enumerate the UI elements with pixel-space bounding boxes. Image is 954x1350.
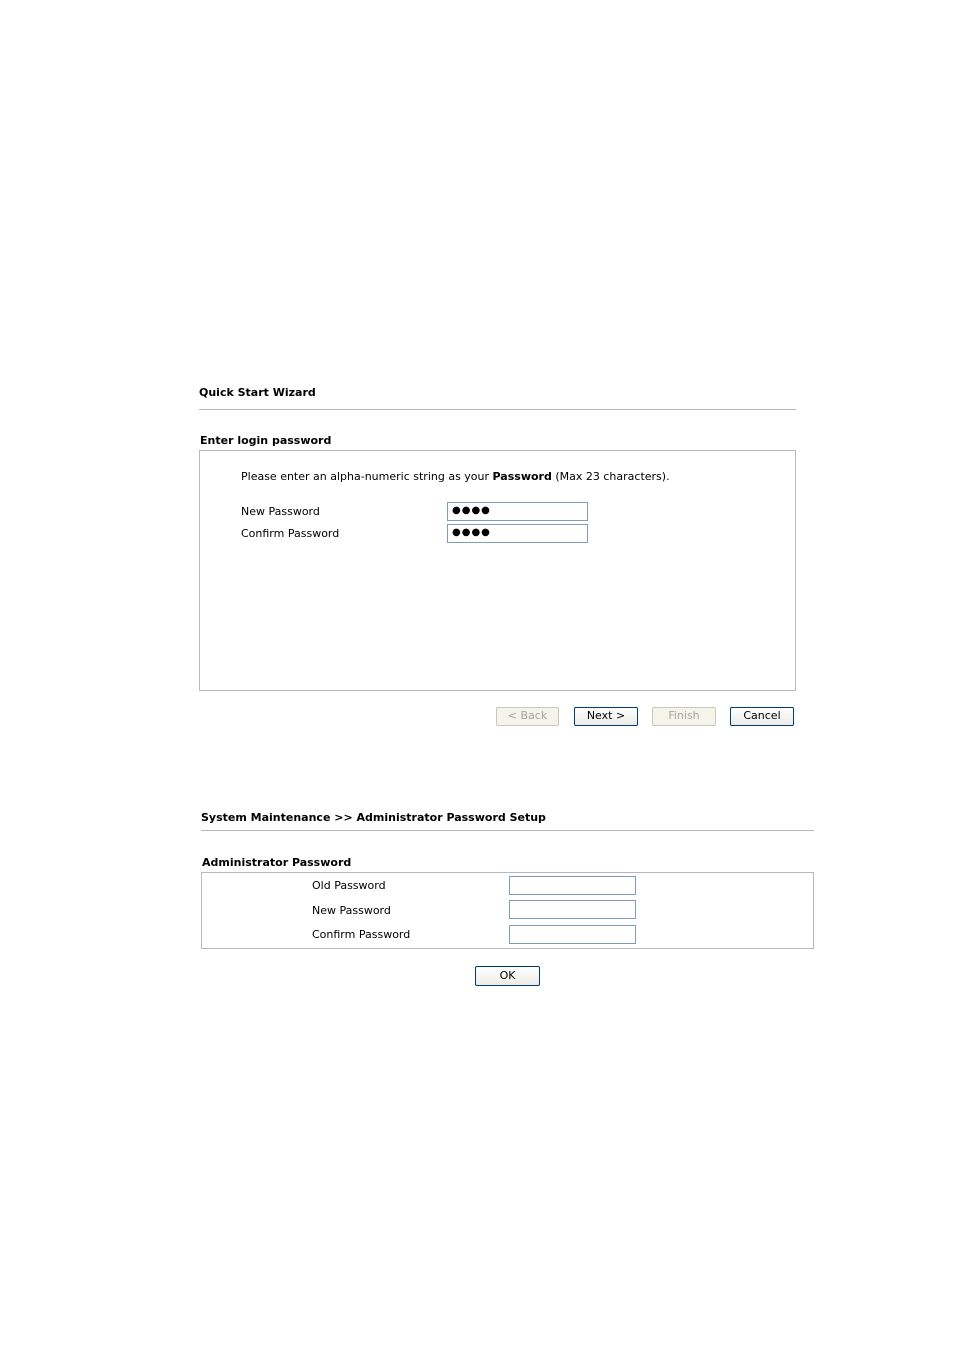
admin-section-title: Administrator Password xyxy=(202,856,352,869)
wizard-new-password-input[interactable] xyxy=(447,502,588,521)
next-button[interactable]: Next > xyxy=(574,707,638,726)
admin-new-password-input[interactable] xyxy=(509,900,636,919)
wizard-page-title: Quick Start Wizard xyxy=(199,386,316,399)
wizard-new-password-value: ●●●● xyxy=(452,505,491,516)
cancel-button[interactable]: Cancel xyxy=(730,707,794,726)
admin-breadcrumb: System Maintenance >> Administrator Password Setup xyxy=(201,811,546,824)
wizard-password-panel xyxy=(199,450,796,691)
wizard-new-password-label: New Password xyxy=(241,505,320,518)
admin-password-panel xyxy=(201,872,814,949)
wizard-confirm-password-label: Confirm Password xyxy=(241,527,340,540)
wizard-title-divider xyxy=(199,409,796,410)
admin-title-divider xyxy=(201,830,814,831)
wizard-instruction xyxy=(241,470,670,483)
admin-new-password-label: New Password xyxy=(312,904,391,917)
ok-button[interactable]: OK xyxy=(475,966,540,986)
old-password-input[interactable] xyxy=(509,876,636,895)
old-password-label: Old Password xyxy=(312,879,386,892)
wizard-confirm-password-input[interactable] xyxy=(447,524,588,543)
finish-button[interactable]: Finish xyxy=(652,707,716,726)
admin-confirm-password-label: Confirm Password xyxy=(312,928,411,941)
instruction-text-bold: Password xyxy=(492,470,552,483)
wizard-confirm-password-value: ●●●● xyxy=(452,527,491,538)
back-button[interactable]: < Back xyxy=(496,707,559,726)
instruction-text-post: (Max 23 characters). xyxy=(555,470,670,483)
instruction-text-pre: Please enter an alpha-numeric string as your xyxy=(241,470,490,483)
wizard-section-title: Enter login password xyxy=(200,434,332,447)
admin-confirm-password-input[interactable] xyxy=(509,925,636,944)
